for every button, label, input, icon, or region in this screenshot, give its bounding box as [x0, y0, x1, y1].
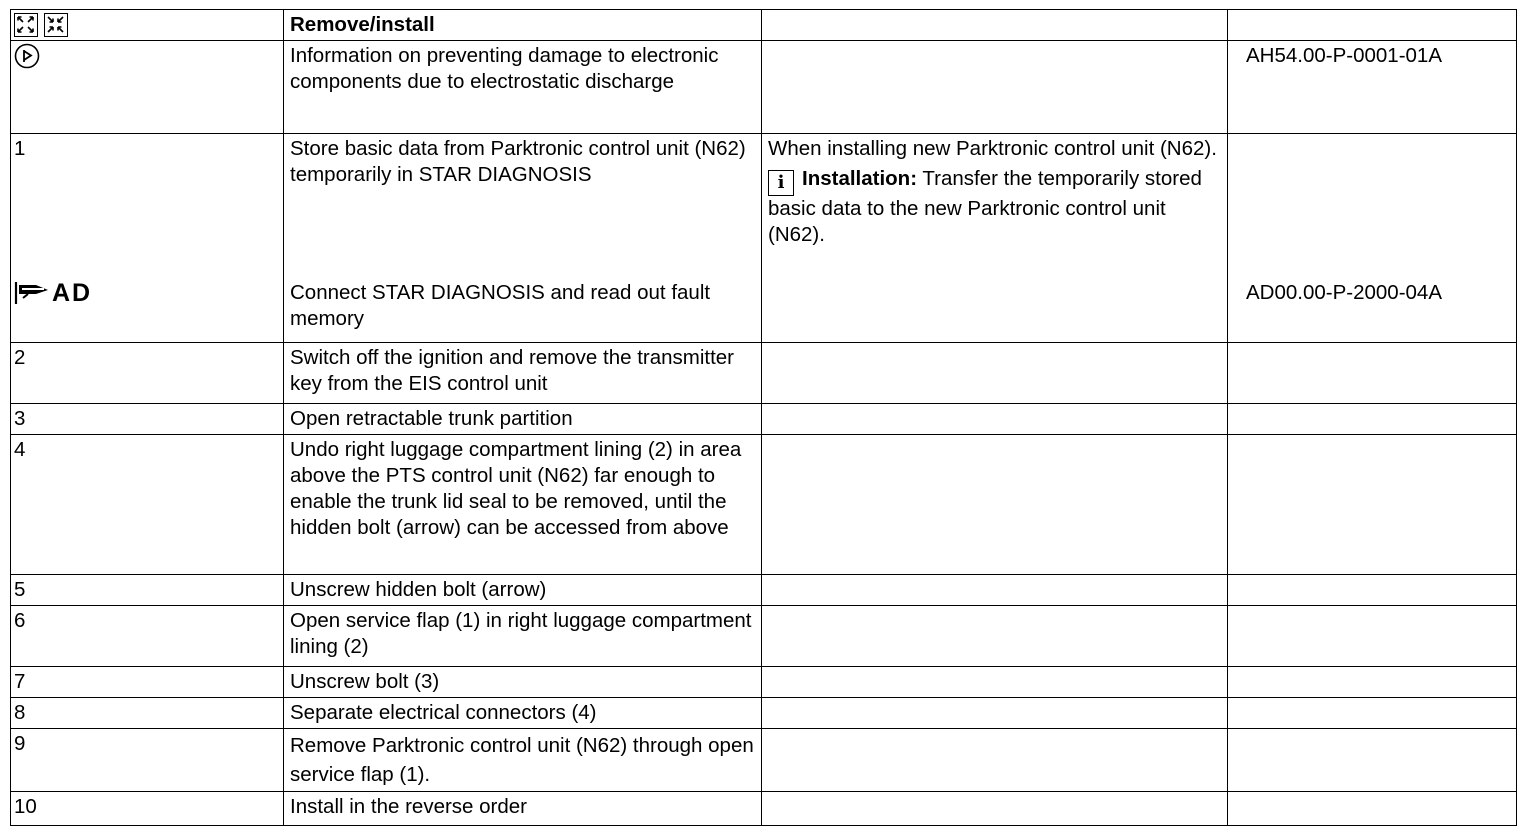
step-text: Remove Parktronic control unit (N62) through open service flap (1). [284, 729, 762, 792]
step-number: 1 [14, 137, 26, 160]
step-ref-link[interactable]: AH54.00-P-0001-01A [1228, 41, 1517, 134]
installation-label: Installation: [802, 167, 918, 190]
step-ref [1228, 667, 1517, 698]
step-text: Information on preventing damage to electronic components due to electrostatic discharge [284, 41, 762, 134]
table-row [11, 343, 1517, 404]
step-number: 9 [11, 729, 284, 792]
step-note [762, 698, 1228, 729]
star-diagnosis-label [14, 280, 92, 306]
esd-icon-cell [11, 41, 284, 134]
installation-text: Transfer the temporarily stored basic data to the new Parktronic control unit (N62). [768, 167, 1202, 246]
sub-step-text: Connect STAR DIAGNOSIS and read out fault memory [290, 281, 711, 330]
step-ref-link[interactable]: AD00.00-P-2000-04A [1246, 281, 1443, 304]
step-text: Undo right luggage compartment lining (2) in area above the PTS control unit (N62) far enough to enable the trunk lid seal to be removed, until the hidden bolt (arrow) can be accessed from above [284, 435, 762, 575]
step-number: 2 [11, 343, 284, 404]
table-row [11, 698, 1517, 729]
esd-warning-icon [14, 43, 40, 69]
procedure-table [10, 9, 1517, 826]
table-row [11, 134, 1517, 343]
step-number: 3 [11, 404, 284, 435]
table-row [11, 729, 1517, 792]
table-row [11, 435, 1517, 575]
step-ref [1228, 729, 1517, 792]
step-text: Open service flap (1) in right luggage compartment lining (2) [284, 606, 762, 667]
step-note [762, 435, 1228, 575]
step-ref [1228, 792, 1517, 826]
header-note-cell [762, 10, 1228, 41]
info-icon: i [768, 170, 794, 196]
step-note [762, 575, 1228, 606]
remove-icon [14, 13, 38, 37]
table-row [11, 792, 1517, 826]
table-header-row [11, 10, 1517, 41]
step-number: 6 [11, 606, 284, 667]
step-number: 4 [11, 435, 284, 575]
step-note [762, 606, 1228, 667]
step-note [762, 343, 1228, 404]
step-ref [1228, 435, 1517, 575]
step-ref [1228, 698, 1517, 729]
star-diagnosis-icon [14, 280, 50, 306]
table-row [11, 575, 1517, 606]
step-note [762, 667, 1228, 698]
step-number: 5 [11, 575, 284, 606]
table-row [11, 404, 1517, 435]
step-text: Unscrew hidden bolt (arrow) [284, 575, 762, 606]
step-number: 8 [11, 698, 284, 729]
step-note [762, 134, 1228, 343]
header-ref-cell [1228, 10, 1517, 41]
header-icons-cell [11, 10, 284, 41]
step-ref [1228, 575, 1517, 606]
step-text: Separate electrical connectors (4) [284, 698, 762, 729]
installation-note [768, 166, 1222, 248]
step-text: Store basic data from Parktronic control unit (N62) temporarily in STAR DIAGNOSIS [290, 137, 746, 186]
step-number: 7 [11, 667, 284, 698]
header-title: Remove/install [284, 10, 762, 41]
table-row [11, 41, 1517, 134]
step-note [762, 41, 1228, 134]
step-text: Unscrew bolt (3) [284, 667, 762, 698]
ad-label: AD [52, 279, 93, 307]
step-number-cell [11, 134, 284, 343]
install-icon [44, 13, 68, 37]
step-text: Install in the reverse order [284, 792, 762, 826]
step-text: Switch off the ignition and remove the transmitter key from the EIS control unit [284, 343, 762, 404]
step-note [762, 404, 1228, 435]
step-ref-cell [1228, 134, 1517, 343]
note-line: When installing new Parktronic control unit (N62). [768, 137, 1217, 160]
step-ref [1228, 343, 1517, 404]
step-note [762, 729, 1228, 792]
step-text: Open retractable trunk partition [284, 404, 762, 435]
table-row [11, 606, 1517, 667]
step-ref [1228, 606, 1517, 667]
step-text-cell [284, 134, 762, 343]
step-number: 10 [11, 792, 284, 826]
step-ref [1228, 404, 1517, 435]
table-row [11, 667, 1517, 698]
step-note [762, 792, 1228, 826]
